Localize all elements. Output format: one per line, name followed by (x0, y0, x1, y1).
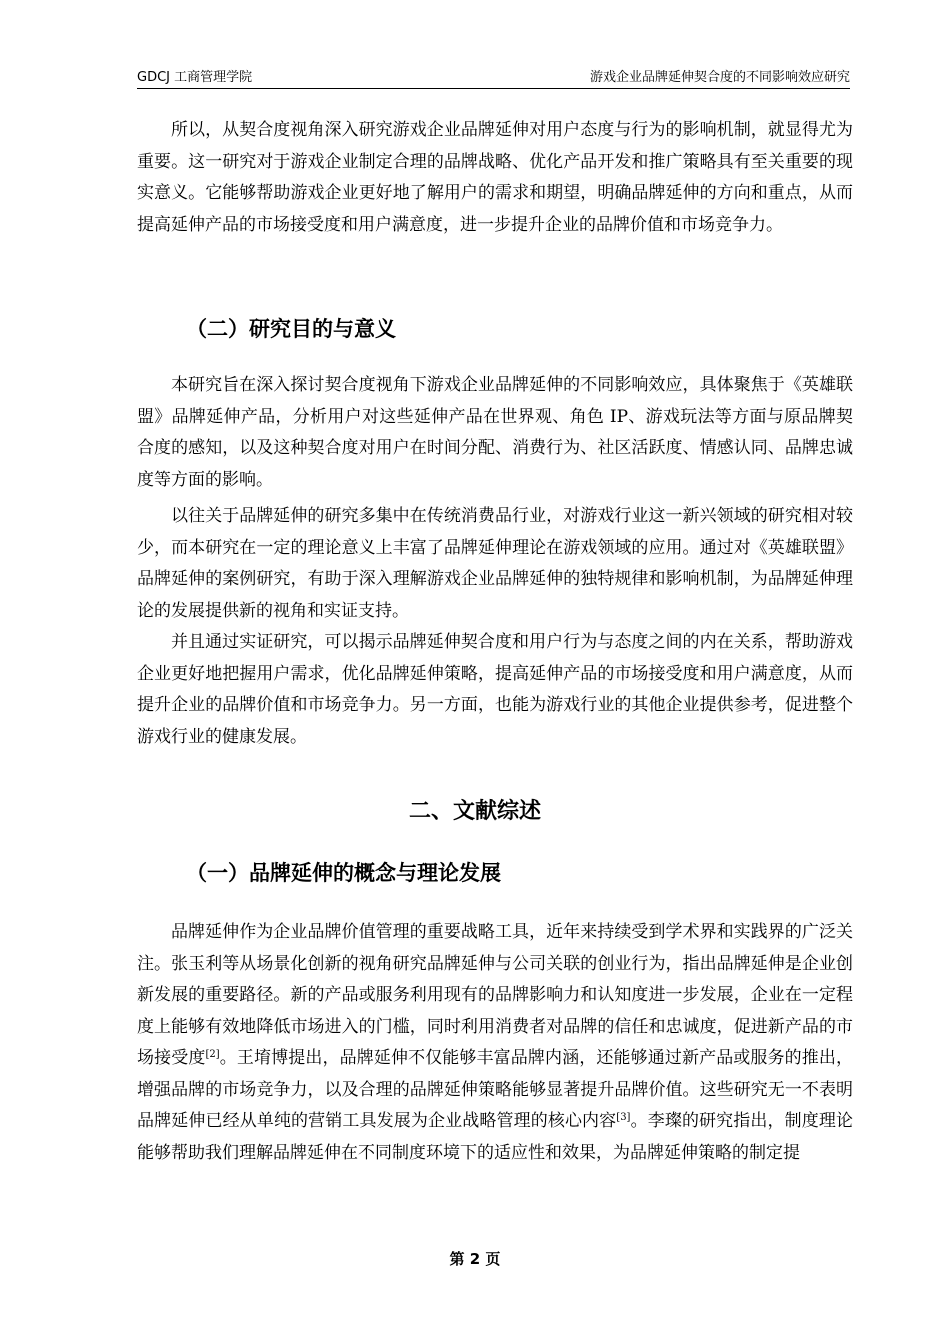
citation-ref: [2] (205, 1049, 220, 1060)
paragraph-practical-significance: 并且通过实证研究，可以揭示品牌延伸契合度和用户行为与态度之间的内在关系，帮助游戏企业更好地把握用户需求，优化品牌延伸策略，提高延伸产品的市场接受度和用户满意度，从而提升企业的品牌价值和市场竞争力。另一方面，也能为游戏行业的其他企业提供参考，促进整个游戏行业的健康发展。 (137, 632, 853, 747)
subheading-brand-extension-concept: （一）品牌延伸的概念与理论发展 (186, 861, 501, 885)
section-heading-literature-review: 二、文献综述 (408, 799, 541, 824)
header-institution: GDCJ 工商管理学院 (137, 70, 253, 85)
text-run: 品牌延伸作为企业品牌价值管理的重要战略工具，近年来持续受到学术界和实践界的广泛关注。张玉利等从场景化创新的视角研究品牌延伸与公司关联的创业行为，指出品牌延伸是企业创新发展的重要路径。新的产品或服务利用现有的品牌影响力和认知度进一步发展，企业在一定程度上能够有效地降低市场进入的门槛，同时利用消费者对品牌的信任和忠诚度，促进新产品的市场接受度 (137, 922, 853, 1068)
page-header (137, 66, 850, 89)
paragraph-motivation: 所以，从契合度视角深入研究游戏企业品牌延伸对用户态度与行为的影响机制，就显得尤为重要。这一研究对于游戏企业制定合理的品牌战略、优化产品开发和推广策略具有至关重要的现实意义。它能够帮助游戏企业更好地了解用户的需求和期望，明确品牌延伸的方向和重点，从而提高延伸产品的市场接受度和用户满意度，进一步提升企业的品牌价值和市场竞争力。 (137, 120, 853, 235)
citation-ref: [3] (616, 1112, 631, 1123)
text-run: 。王堉博提出，品牌延伸不仅能够丰富品牌内涵，还能够通过新产品或服务的推出，增强品牌的市场竞争力，以及合理的品牌延伸策略能够显著提升品牌价值。这些研究无一不表明品牌延伸已经从单纯的营销工具发展为企业战略管理的核心内容 (137, 1048, 854, 1131)
page-number: 第 2 页 (449, 1250, 501, 1268)
paragraph-brand-extension-review (137, 917, 853, 1169)
paragraph-theoretical-significance: 以往关于品牌延伸的研究多集中在传统消费品行业，对游戏行业这一新兴领域的研究相对较少，而本研究在一定的理论意义上丰富了品牌延伸理论在游戏领域的应用。通过对《英雄联盟》品牌延伸的案例研究，有助于深入理解游戏企业品牌延伸的独特规律和影响机制，为品牌延伸理论的发展提供新的视角和实证支持。 (137, 506, 853, 621)
text-run: 。李璨的研究指出，制度理论能够帮助我们理解品牌延伸在不同制度环境下的适应性和效果，为品牌延伸策略的制定提 (137, 1111, 853, 1163)
subheading-research-purpose: （二）研究目的与意义 (186, 317, 396, 341)
paragraph-research-aim: 本研究旨在深入探讨契合度视角下游戏企业品牌延伸的不同影响效应，具体聚焦于《英雄联盟》品牌延伸产品，分析用户对这些延伸产品在世界观、角色 IP、游戏玩法等方面与原品牌契合度的感知，以及这种契合度对用户在时间分配、消费行为、社区活跃度、情感认同、品牌忠诚度等方面的影响。 (137, 375, 853, 490)
header-paper-title: 游戏企业品牌延伸契合度的不同影响效应研究 (589, 70, 850, 85)
